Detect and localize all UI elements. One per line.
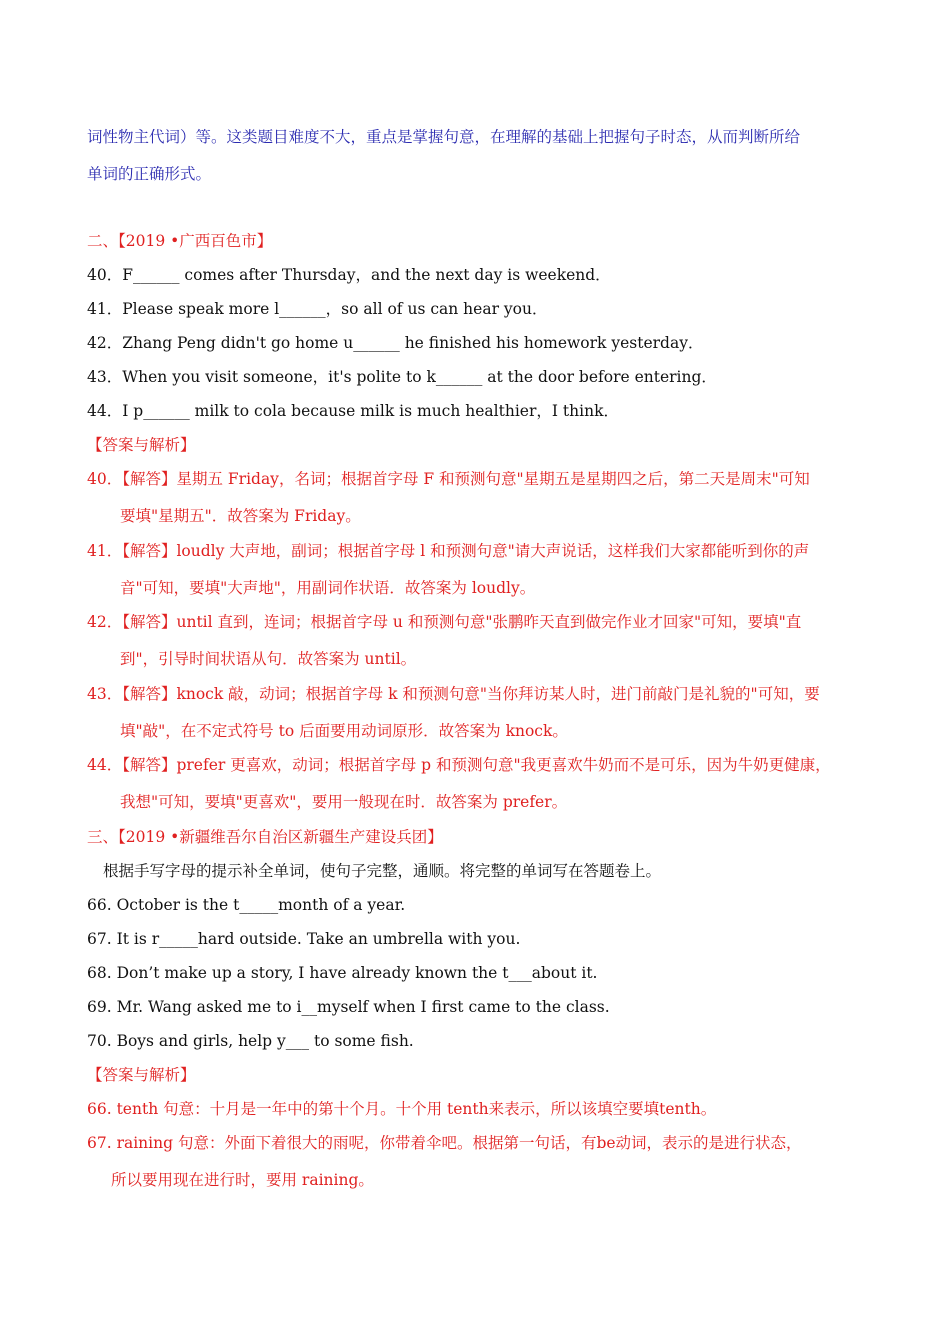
answer-44-line-1: 44．【解答】prefer 更喜欢，动词；根据首字母 p 和预测句意"我更喜欢牛奶而不是可乐，因为牛奶更健康， (87, 756, 831, 774)
section-2-answer-heading: 【答案与解析】 (87, 436, 196, 454)
answer-43-line-2: 填"敲"，在不定式符号 to 后面要用动词原形．故答案为 knock。 (120, 722, 568, 740)
answer-43-line-1: 43．【解答】knock 敲，动词；根据首字母 k 和预测句意"当你拜访某人时，进门前敲门是礼貌的"可知，要 (87, 685, 820, 703)
answer-41-line-1: 41．【解答】loudly 大声地，副词；根据首字母 l 和预测句意"请大声说话，这样我们大家都能听到你的声 (87, 542, 810, 560)
intro-line-2: 单词的正确形式。 (87, 165, 212, 183)
answer-67-line-1: 67. raining 句意：外面下着很大的雨呢，你带着伞吧。根据第一句话，有be动词，表示的是进行状态， (87, 1134, 802, 1152)
section-3-instruction: 根据手写字母的提示补全单词，使句子完整，通顺。将完整的单词写在答题卷上。 (103, 862, 662, 880)
question-42: 42．Zhang Peng didn't go home u______ he finished his homework yesterday． (87, 334, 704, 352)
answer-40-line-1: 40．【解答】星期五 Friday，名词；根据首字母 F 和预测句意"星期五是星期四之后，第二天是周末"可知 (87, 470, 810, 488)
answer-42-line-1: 42．【解答】until 直到，连词；根据首字母 u 和预测句意"张鹏昨天直到做完作业才回家"可知，要填"直 (87, 613, 802, 631)
section-3-heading: 三、【2019 •新疆维吾尔自治区新疆生产建设兵团】 (87, 828, 443, 846)
question-40: 40．F______ comes after Thursday，and the next day is weekend． (87, 266, 611, 284)
question-69: 69. Mr. Wang asked me to i__myself when I first came to the class. (87, 998, 610, 1016)
answer-66-line-1: 66. tenth 句意：十月是一年中的第十个月。十个用 tenth来表示，所以该填空要填tenth。 (87, 1100, 717, 1118)
question-70: 70. Boys and girls, help y___ to some fish. (87, 1032, 414, 1050)
question-68: 68. Don’t make up a story, I have already known the t___about it. (87, 964, 598, 982)
answer-67-line-2: 所以要用现在进行时，要用 raining。 (111, 1171, 374, 1189)
section-3-answer-heading: 【答案与解析】 (87, 1066, 196, 1084)
intro-line-1: 词性物主代词）等。这类题目难度不大，重点是掌握句意，在理解的基础上把握句子时态，从而判断所给 (87, 128, 801, 146)
answer-42-line-2: 到"，引导时间状语从句．故答案为 until。 (120, 650, 417, 668)
answer-44-line-2: 我想"可知，要填"更喜欢"，要用一般现在时．故答案为 prefer。 (120, 793, 568, 811)
question-43: 43．When you visit someone，it's polite to k______ at the door before entering． (87, 368, 717, 386)
question-44: 44．I p______ milk to cola because milk is much healthier，I think． (87, 402, 619, 420)
question-67: 67. It is r_____hard outside. Take an umbrella with you. (87, 930, 521, 948)
question-66: 66. October is the t_____month of a year. (87, 896, 406, 914)
section-2-heading: 二、【2019 •广西百色市】 (87, 232, 273, 250)
answer-41-line-2: 音"可知，要填"大声地"，用副词作状语．故答案为 loudly。 (120, 579, 536, 597)
answer-40-line-2: 要填"星期五"．故答案为 Friday。 (120, 507, 361, 525)
question-41: 41．Please speak more l______，so all of us can hear you． (87, 300, 548, 318)
